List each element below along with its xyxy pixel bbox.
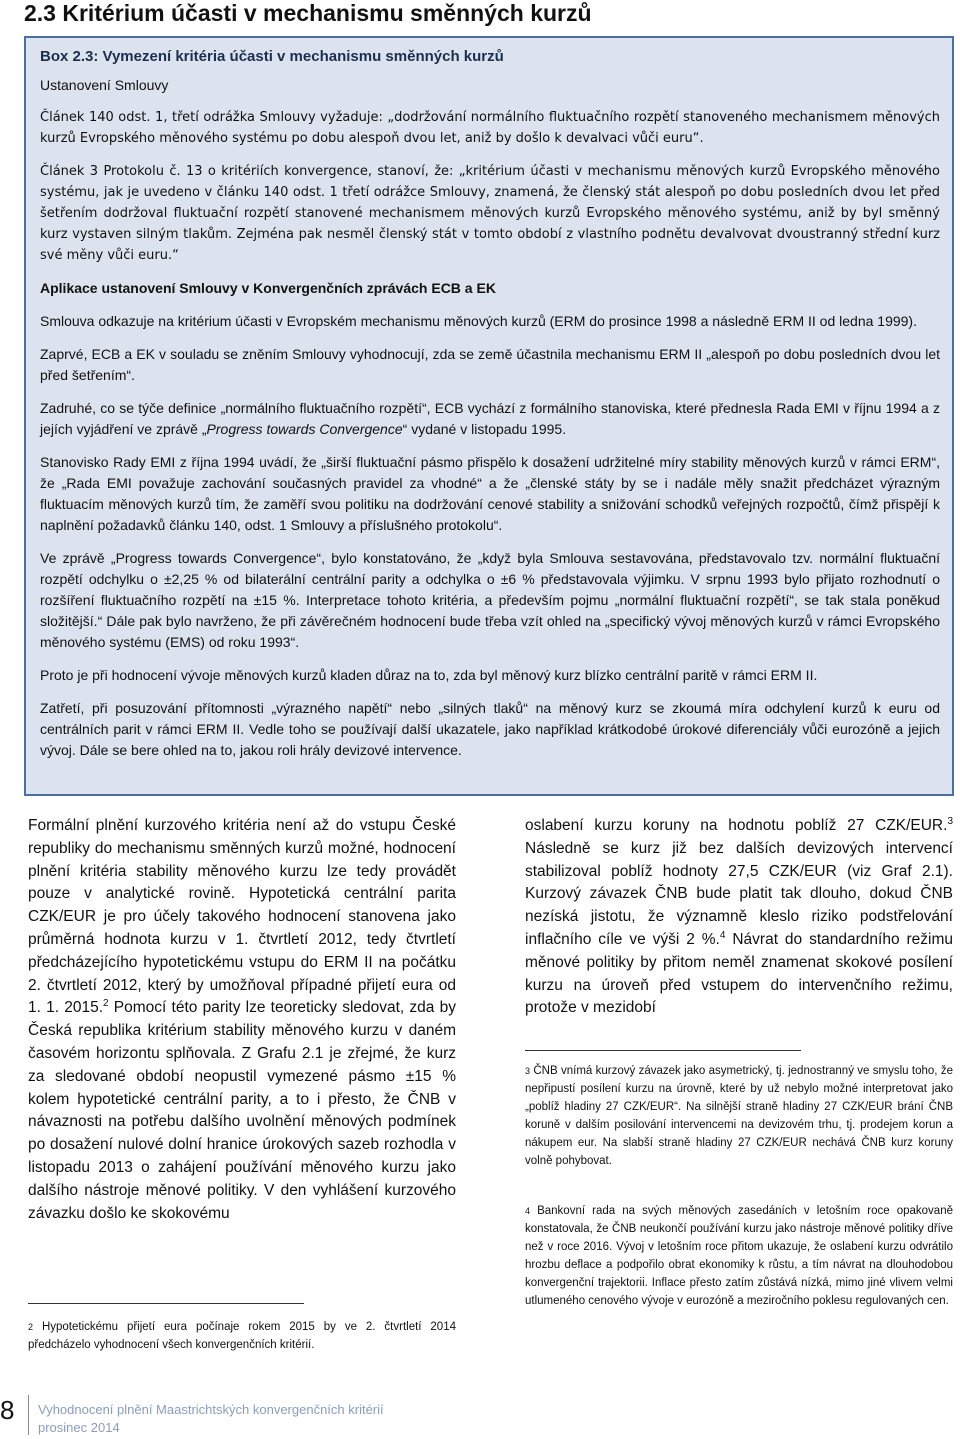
box-p6-text-c: “ vydané v listopadu 1995. (402, 421, 567, 437)
footnote-3-text: ČNB vnímá kurzový závazek jako asymetrický, tj. jednostranný ve smyslu toho, že nepřipustí posílení kurzu na úrovně, které by už nebylo možné interpretovat jako „poblíž hladiny 27 CZK/EUR“. Na silnější straně hladiny 27 CZK/EUR brání ČNB koruně v dalším posilování intervencemi na devizovém trhu, tj. prodejem korun a nákupem eur. Na slabší straně hladiny 27 CZK/EUR nechává ČNB kurz koruny volně pohybovat. (525, 1065, 953, 1167)
right-text-a: oslabení kurzu koruny na hodnotu poblíž 27 CZK/EUR. (525, 817, 948, 834)
footnote-2-text: Hypotetickému přijetí eura počínaje rokem 2015 by ve 2. čtvrtletí 2014 předcházelo vyhodnocení všech konvergenčních kritérií. (28, 1321, 456, 1351)
footer-date: prosinec 2014 (38, 1420, 120, 1435)
footnote-ref-2: 2 (103, 998, 109, 1010)
left-text-a: Formální plnění kurzového kritéria není až do vstupu České republiky do mechanismu směnných kurzů možné, hodnocení plnění kritéria stability měnového kurzu lze tedy provádět pouze v analytické rovině. Hypotetická centrální parita CZK/EUR je pro účely takového hodnocení stanovena jako průměrná hodnota kurzu v 1. čtvrtletí 2012, tedy čtvrtletí předcházejícího hypotetickému vstupu do ERM II na počátku 2. čtvrtletí 2012, který by umožňoval případné přijetí eura od 1. 1. 2015. (28, 817, 456, 1017)
box-paragraph-article: Článek 140 odst. 1, třetí odrážka Smlouvy vyžaduje: „dodržování normálního fluktuačního rozpětí stanoveného mechanismem měnových kurzů Evropského měnového systému po dobu alespoň dvou let, aniž by došlo k devalvaci vůči euru“. (40, 110, 940, 146)
section-heading: 2.3 Kritérium účasti v mechanismu směnných kurzů (24, 0, 592, 26)
footnote-divider-right (525, 1050, 801, 1051)
box-paragraph-parity: Proto je při hodnocení vývoje měnových kurzů kladen důraz na to, zda byl měnový kurz blízko centrální paritě v rámci ERM II. (40, 667, 818, 683)
box-paragraph-progress-report: Ve zprávě „Progress towards Convergence“, bylo konstatováno, že „když byla Smlouva sestavována, představovalo tzv. normální fluktuační rozpětí odchylku o ±2,25 % od bilaterální centrální parity a odchylka o ±6 % představovala výjimku. V srpnu 1993 bylo přijato rozhodnutí o rozšíření fluktuačního rozpětí na ±15 %. Interpretace tohoto kritéria, a především pojmu „normální fluktuační rozpětí“, se tak stala poněkud složitější.“ Dále pak bylo navrženo, že při závěrečném hodnocení bude třeba vzít ohled na „specifický vývoj měnových kurzů v rámci Evropského měnového systému (EMS) od roku 1993“. (40, 550, 940, 650)
footnote-ref-3: 3 (947, 815, 953, 827)
left-column-text (28, 815, 456, 1225)
footer-divider (28, 1395, 29, 1435)
left-text-b: Pomocí této parity lze teoreticky sledovat, zda by Česká republika kritérium stability měnového kurzu v daném časovém horizontu splňovala. Z Grafu 2.1 je zřejmé, že kurz za sledované období neopustil vymezené pásmo ±15 % kolem hypotetické centrální parity, a to i přesto, že ČNB v návaznosti na potřebu dalšího uvolnění měnových podmínek po dosažení nulové dolní hranice úrokových sazeb rozhodla v listopadu 2013 o zahájení používání měnového kurzu jako dalšího nástroje měnové politiky. V den vyhlášení kurzového závazku došlo ke skokovému (28, 999, 456, 1222)
footnote-4-number: 4 (525, 1206, 531, 1216)
footnote-4 (525, 1202, 953, 1310)
box-paragraph-emi-opinion: Stanovisko Rady EMI z října 1994 uvádí, že „širší fluktuační pásmo přispělo k dosažení udržitelné míry stability měnových kurzů v rámci ERM“, že „Rada EMI považuje zachování současných pravidel za vhodné“ a že „členské státy by se i nadále měly snažit předcházet výrazným fluktuacím měnových kurzů tím, že zaměří svou politiku na dodržování cenové stability a snižování schodků veřejných rozpočtů, čímž přispějí k naplnění požadavků článku 140, odst. 1 Smlouvy a příslušného protokolu“. (40, 454, 940, 533)
footnote-2-number: 2 (28, 1322, 34, 1332)
info-box (24, 36, 954, 796)
footnote-2 (28, 1318, 456, 1354)
right-text-c: Návrat do standardního režimu měnové politiky by přitom neměl znamenat skokové posílení kurzu na úroveň před vstupem do intervenčního režimu, protože v mezidobí (525, 930, 953, 1017)
box-paragraph-third: Zatřetí, při posuzování přítomnosti „výrazného napětí“ nebo „silných tlaků“ na měnový kurz se zkoumá míra odchylení kurzů k euru od centrálních parit v rámci ERM II. Vedle toho se používají další ukazatele, jako například krátkodobé úrokové diferenciály vůči eurozóně a jejich vývoj. Dále se bere ohled na to, jakou roli hrály devizové intervence. (40, 700, 940, 758)
box-title: Box 2.3: Vymezení kritéria účasti v mechanismu směnných kurzů (40, 48, 504, 65)
right-text-b: Následně se kurz již bez dalších devizových intervencí stabilizoval poblíž hodnoty 27,5 CZK/EUR (viz Graf 2.1). Kurzový závazek ČNB bude platit tak dlouho, dokud ČNB nezíská jistotu, že významně kleslo riziko podstřelování inflačního cíle ve výši 2 %. (525, 839, 953, 948)
page-number: 8 (0, 1395, 15, 1425)
box-paragraph-erm: Smlouva odkazuje na kritérium účasti v Evropském mechanismu měnových kurzů (ERM do prosince 1998 a následně ERM II od ledna 1999). (40, 313, 917, 329)
right-column-text (525, 815, 953, 1020)
footer-document-title: Vyhodnocení plnění Maastrichtských konvergenčních kritérií (38, 1402, 384, 1417)
box-paragraph-first: Zaprvé, ECB a EK v souladu se zněním Smlouvy vyhodnocují, zda se země účastnila mechanismu ERM II „alespoň po dobu posledních dvou let před šetřením“. (40, 346, 940, 383)
footnote-divider-left (28, 1303, 304, 1304)
footnote-ref-4: 4 (719, 929, 726, 941)
box-p6-italic-title: Progress towards Convergence (206, 421, 403, 437)
footnote-3 (525, 1062, 953, 1170)
box-paragraph-protocol: Článek 3 Protokolu č. 13 o kritériích konvergence, stanoví, že: „kritérium účasti v mechanismu měnových kurzů Evropského měnového systému, jak je uvedeno v článku 140 odst. 1 třetí odrážce Smlouvy, znamená, že členský stát alespoň po dobu posledních dvou let před šetřením dodržoval fluktuační rozpětí stanovené mechanismem měnových kurzů Evropského měnového systému, aniž by byl směnný kurz vystaven silným tlakům. Zejména pak nesměl členský stát v tomto období z vlastního podnětu devalvovat dvoustranný střední kurz své měny vůči euru.“ (40, 164, 940, 263)
box-p6-text-a: Zadruhé, co se týče definice „normálního fluktuačního rozpětí“, ECB vychází z formálního stanoviska, které přednesla Rada EMI v říjnu 1994 a z jejích vyjádření ve zprávě „ (40, 400, 940, 437)
box-paragraph-second (40, 398, 940, 440)
box-subheading-application: Aplikace ustanovení Smlouvy v Konvergenčních zprávách ECB a EK (40, 280, 496, 296)
box-subtitle: Ustanovení Smlouvy (40, 77, 169, 93)
footnote-4-text: Bankovní rada na svých měnových zasedáních v letošním roce opakovaně konstatovala, že ČNB neukončí používání kurzu jako nástroje měnové politiky dříve než v roce 2016. Vývoj v letošním roce přitom ukazuje, že oslabení kurzu odvrátilo hrozbu deflace a podpořilo obrat ekonomiky k růstu, a tím návrat na dlouhodobou konvergenční trajektorii. Inflace přesto zatím zůstává nízká, mimo jiné vlivem velmi utlumeného cenového vývoje v eurozóně a meziročního poklesu regulovaných cen. (525, 1205, 953, 1307)
footnote-3-number: 3 (525, 1066, 531, 1076)
